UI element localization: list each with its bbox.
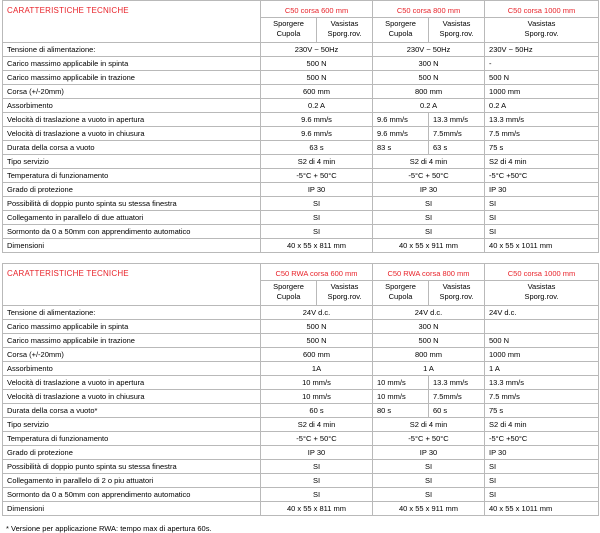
cell-g2: 24V d.c. — [373, 306, 485, 320]
cell-g1: 40 x 55 x 811 mm — [261, 239, 373, 253]
group-header-3: C50 corsa 1000 mm — [485, 264, 599, 281]
sub-header-1-1: Sporgere — [261, 281, 317, 293]
row-label: Collegamento in parallelo di 2 o piu attuatori — [3, 474, 261, 488]
table-row — [3, 57, 599, 71]
row-label: Possibilità di doppio punto spinta su stessa finestra — [3, 460, 261, 474]
table-row — [3, 85, 599, 99]
cell-g1: 10 mm/s — [261, 390, 373, 404]
cell-g2: 300 N — [373, 320, 485, 334]
cell-g3: IP 30 — [485, 183, 599, 197]
cell-g2: SI — [373, 211, 485, 225]
cell-g3: 0.2 A — [485, 99, 599, 113]
table-row — [3, 348, 599, 362]
row-label: Dimensioni — [3, 239, 261, 253]
cell-g2: 230V ~ 50Hz — [373, 43, 485, 57]
table-row — [3, 71, 599, 85]
cell-g1: SI — [261, 211, 373, 225]
cell-g1: 500 N — [261, 57, 373, 71]
technical-specs-table-2 — [2, 263, 599, 516]
cell-g1: -5°C + 50°C — [261, 432, 373, 446]
cell-g1: S2 di 4 min — [261, 418, 373, 432]
cell-g3: 40 x 55 x 1011 mm — [485, 239, 599, 253]
cell-g1: SI — [261, 460, 373, 474]
table-row — [3, 432, 599, 446]
row-label: Sormonto da 0 a 50mm con apprendimento automatico — [3, 488, 261, 502]
table-title: CARATTERISTICHE TECNICHE — [3, 264, 261, 306]
cell-g2: 1 A — [373, 362, 485, 376]
cell-g3: SI — [485, 197, 599, 211]
cell-g2-1: 10 mm/s — [373, 390, 429, 404]
cell-g1: 1A — [261, 362, 373, 376]
table-header-row-titles — [3, 1, 599, 18]
cell-g2: -5°C + 50°C — [373, 432, 485, 446]
table-row — [3, 390, 599, 404]
cell-g3: SI — [485, 211, 599, 225]
footnote: * Versione per applicazione RWA: tempo max di apertura 60s. — [6, 524, 212, 533]
cell-g1: 60 s — [261, 404, 373, 418]
row-label: Durata della corsa a vuoto — [3, 141, 261, 155]
row-label: Assorbimento — [3, 99, 261, 113]
table-row — [3, 460, 599, 474]
table-1-body — [3, 1, 599, 253]
cell-g1: 600 mm — [261, 348, 373, 362]
group-header-2: C50 corsa 800 mm — [373, 1, 485, 18]
table-row — [3, 43, 599, 57]
row-label: Carico massimo applicabile in trazione — [3, 71, 261, 85]
row-label: Corsa (+/-20mm) — [3, 85, 261, 99]
sub-header-3-1: Vasistas — [485, 18, 599, 30]
sub-header2-1-2: Sporg.rov. — [317, 29, 373, 43]
cell-g1: IP 30 — [261, 183, 373, 197]
cell-g2: -5°C + 50°C — [373, 169, 485, 183]
cell-g3: SI — [485, 474, 599, 488]
cell-g1: IP 30 — [261, 446, 373, 460]
table-row — [3, 376, 599, 390]
cell-g3: 13.3 mm/s — [485, 376, 599, 390]
sub-header2-3-1: Sporg.rov. — [485, 292, 599, 306]
sub-header-2-2: Vasistas — [429, 281, 485, 293]
cell-g2-1: 9.6 mm/s — [373, 127, 429, 141]
table-row — [3, 418, 599, 432]
cell-g2-2: 60 s — [429, 404, 485, 418]
cell-g3: -5°C +50°C — [485, 169, 599, 183]
table-row — [3, 169, 599, 183]
row-label: Carico massimo applicabile in spinta — [3, 320, 261, 334]
row-label: Grado di protezione — [3, 183, 261, 197]
cell-g1: S2 di 4 min — [261, 155, 373, 169]
sub-header-2-2: Vasistas — [429, 18, 485, 30]
table-row — [3, 113, 599, 127]
table-row — [3, 502, 599, 516]
cell-g3: SI — [485, 460, 599, 474]
cell-g2: 500 N — [373, 334, 485, 348]
sub-header-2-1: Sporgere — [373, 281, 429, 293]
table-row — [3, 99, 599, 113]
group-header-1: C50 corsa 600 mm — [261, 1, 373, 18]
sub-header2-3-1: Sporg.rov. — [485, 29, 599, 43]
cell-g2: 40 x 55 x 911 mm — [373, 239, 485, 253]
row-label: Velocità di traslazione a vuoto in chiusura — [3, 127, 261, 141]
cell-g3: 1000 mm — [485, 348, 599, 362]
cell-g3: 7.5 mm/s — [485, 127, 599, 141]
sub-header2-2-1: Cupola — [373, 29, 429, 43]
cell-g1: 500 N — [261, 320, 373, 334]
cell-g3: SI — [485, 225, 599, 239]
table-row — [3, 155, 599, 169]
cell-g2-1: 10 mm/s — [373, 376, 429, 390]
cell-g3: S2 di 4 min — [485, 155, 599, 169]
cell-g3: IP 30 — [485, 446, 599, 460]
cell-g3: 75 s — [485, 404, 599, 418]
cell-g1: 10 mm/s — [261, 376, 373, 390]
cell-g2: SI — [373, 197, 485, 211]
cell-g3: 500 N — [485, 334, 599, 348]
sub-header2-2-2: Sporg.rov. — [429, 29, 485, 43]
sub-header-3-1: Vasistas — [485, 281, 599, 293]
table-row — [3, 488, 599, 502]
table-row — [3, 320, 599, 334]
cell-g1: SI — [261, 488, 373, 502]
row-label: Tipo servizio — [3, 418, 261, 432]
table-row — [3, 197, 599, 211]
sub-header-1-2: Vasistas — [317, 18, 373, 30]
cell-g2-1: 9.6 mm/s — [373, 113, 429, 127]
cell-g3: - — [485, 57, 599, 71]
row-label: Assorbimento — [3, 362, 261, 376]
table-2-body — [3, 264, 599, 516]
cell-g1: SI — [261, 197, 373, 211]
cell-g2: 0.2 A — [373, 99, 485, 113]
cell-g2-1: 83 s — [373, 141, 429, 155]
cell-g2: S2 di 4 min — [373, 418, 485, 432]
cell-g2: 800 mm — [373, 85, 485, 99]
cell-g2: SI — [373, 225, 485, 239]
row-label: Velocità di traslazione a vuoto in apertura — [3, 113, 261, 127]
row-label: Grado di protezione — [3, 446, 261, 460]
sub-header-2-1: Sporgere — [373, 18, 429, 30]
table-row — [3, 334, 599, 348]
cell-g1: 9.6 mm/s — [261, 113, 373, 127]
cell-g3: 75 s — [485, 141, 599, 155]
cell-g2: IP 30 — [373, 183, 485, 197]
cell-g3: 40 x 55 x 1011 mm — [485, 502, 599, 516]
cell-g2-2: 63 s — [429, 141, 485, 155]
table-header-row-titles — [3, 264, 599, 281]
cell-g2: 500 N — [373, 71, 485, 85]
sub-header2-2-1: Cupola — [373, 292, 429, 306]
cell-g1: 9.6 mm/s — [261, 127, 373, 141]
table-gap — [0, 253, 600, 263]
row-label: Velocità di traslazione a vuoto in apertura — [3, 376, 261, 390]
cell-g3: 24V d.c. — [485, 306, 599, 320]
table-row — [3, 183, 599, 197]
cell-g2: 300 N — [373, 57, 485, 71]
cell-g3: 13.3 mm/s — [485, 113, 599, 127]
table-row — [3, 239, 599, 253]
group-header-2: C50 RWA corsa 800 mm — [373, 264, 485, 281]
cell-g2-1: 80 s — [373, 404, 429, 418]
cell-g1: SI — [261, 225, 373, 239]
sub-header2-2-2: Sporg.rov. — [429, 292, 485, 306]
group-header-3: C50 corsa 1000 mm — [485, 1, 599, 18]
cell-g3: 500 N — [485, 71, 599, 85]
table-row — [3, 306, 599, 320]
cell-g3: 1000 mm — [485, 85, 599, 99]
cell-g3: SI — [485, 488, 599, 502]
technical-specs-table-1 — [2, 0, 599, 253]
cell-g3: -5°C +50°C — [485, 432, 599, 446]
table-row — [3, 362, 599, 376]
cell-g3: 7.5 mm/s — [485, 390, 599, 404]
row-label: Possibilità di doppio punto spinta su stessa finestra — [3, 197, 261, 211]
group-header-1: C50 RWA corsa 600 mm — [261, 264, 373, 281]
table-row — [3, 404, 599, 418]
cell-g2: 800 mm — [373, 348, 485, 362]
cell-g1: 40 x 55 x 811 mm — [261, 502, 373, 516]
sub-header-1-2: Vasistas — [317, 281, 373, 293]
cell-g2: S2 di 4 min — [373, 155, 485, 169]
table-row — [3, 127, 599, 141]
cell-g1: -5°C + 50°C — [261, 169, 373, 183]
row-label: Dimensioni — [3, 502, 261, 516]
table-row — [3, 446, 599, 460]
cell-g1: SI — [261, 474, 373, 488]
table-title: CARATTERISTICHE TECNICHE — [3, 1, 261, 43]
cell-g3: S2 di 4 min — [485, 418, 599, 432]
row-label: Sormonto da 0 a 50mm con apprendimento automatico — [3, 225, 261, 239]
row-label: Velocità di traslazione a vuoto in chiusura — [3, 390, 261, 404]
cell-g1: 24V d.c. — [261, 306, 373, 320]
cell-g1: 600 mm — [261, 85, 373, 99]
row-label: Carico massimo applicabile in trazione — [3, 334, 261, 348]
cell-g2-2: 7.5mm/s — [429, 127, 485, 141]
row-label: Corsa (+/-20mm) — [3, 348, 261, 362]
row-label: Durata della corsa a vuoto* — [3, 404, 261, 418]
sub-header2-1-1: Cupola — [261, 29, 317, 43]
cell-g2: 40 x 55 x 911 mm — [373, 502, 485, 516]
cell-g2-2: 13.3 mm/s — [429, 113, 485, 127]
cell-g1: 500 N — [261, 334, 373, 348]
row-label: Carico massimo applicabile in spinta — [3, 57, 261, 71]
sub-header2-1-2: Sporg.rov. — [317, 292, 373, 306]
row-label: Tensione di alimentazione: — [3, 306, 261, 320]
cell-g3: 1 A — [485, 362, 599, 376]
cell-g2: SI — [373, 474, 485, 488]
row-label: Tensione di alimentazione: — [3, 43, 261, 57]
row-label: Collegamento in parallelo di due attuatori — [3, 211, 261, 225]
cell-g2-2: 13.3 mm/s — [429, 376, 485, 390]
row-label: Temperatura di funzionamento — [3, 169, 261, 183]
row-label: Temperatura di funzionamento — [3, 432, 261, 446]
cell-g2: IP 30 — [373, 446, 485, 460]
cell-g3 — [485, 320, 599, 334]
cell-g1: 500 N — [261, 71, 373, 85]
cell-g2-2: 7.5mm/s — [429, 390, 485, 404]
cell-g1: 63 s — [261, 141, 373, 155]
table-row — [3, 141, 599, 155]
table-row — [3, 474, 599, 488]
sub-header-1-1: Sporgere — [261, 18, 317, 30]
cell-g1: 0.2 A — [261, 99, 373, 113]
cell-g3: 230V ~ 50Hz — [485, 43, 599, 57]
cell-g2: SI — [373, 460, 485, 474]
sub-header2-1-1: Cupola — [261, 292, 317, 306]
cell-g2: SI — [373, 488, 485, 502]
table-row — [3, 211, 599, 225]
cell-g1: 230V ~ 50Hz — [261, 43, 373, 57]
row-label: Tipo servizio — [3, 155, 261, 169]
table-row — [3, 225, 599, 239]
